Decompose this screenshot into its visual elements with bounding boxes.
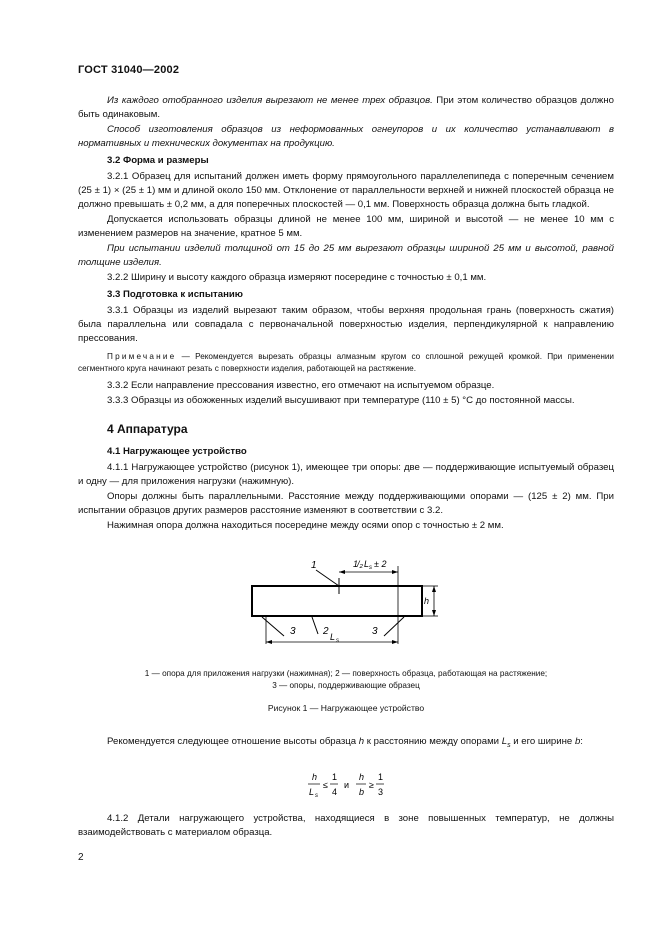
paragraph-3-3-3: 3.3.3 Образцы из обожженных изделий высушивают при температуре (110 ± 5) °С до постоянной массы.	[107, 395, 575, 406]
paragraph-3-2-2: 3.2.2 Ширину и высоту каждого образца измеряют посередине с точностью ± 0,1 мм.	[107, 272, 487, 283]
dim-top-L: L	[364, 559, 370, 569]
formula-h2: h	[359, 772, 365, 782]
page-number: 2	[78, 852, 84, 863]
rec-part-a: Рекомендуется следующее отношение высоты образца	[107, 736, 359, 747]
formula-ge: ≥	[369, 780, 374, 790]
fig-label-2: 2	[323, 626, 329, 637]
dim-bottom-s: s	[336, 638, 339, 644]
formula-h1: h	[312, 772, 318, 782]
formula-le: ≤	[323, 780, 328, 790]
fig-label-3-left: 3	[290, 626, 296, 637]
rec-var-s: s	[507, 741, 511, 749]
formula-s: s	[315, 793, 318, 799]
paragraph-3-2-1: 3.2.1 Образец для испытаний должен иметь форму прямоугольного параллелепипеда с поперечным сечением (25 ± 1) × (25 ± 1) мм и длиной около 150 мм. Отклонение от параллельности верхней и нижней плоскостей образца не должно превышать ± 0,2 мм, а для поперечных плоскостей — 0,1 мм. Поверхность образца должна быть гладкой.	[78, 171, 614, 210]
paragraph-4-1-1: 4.1.1 Нагружающее устройство (рисунок 1), имеющее три опоры: две — поддерживающие испытуемый образец и одну — для приложения нагрузки (нажимную).	[78, 462, 614, 487]
paragraph-3-2-1b: Допускается использовать образцы длиной не менее 100 мм, шириной и высотой — не менее 10 мм с изменением размеров на значение, кратное 5 мм.	[78, 214, 614, 239]
rec-var-h: h	[358, 736, 365, 747]
formula-r1d: 4	[332, 787, 338, 797]
intro-normal: При этом количество образцов должно быть одинаковым.	[78, 95, 614, 120]
legend-line-2: 3 — опоры, поддерживающие образец	[272, 681, 420, 690]
intro-italic: Из каждого отобранного изделия вырезают не менее трех образцов.	[107, 95, 433, 106]
rec-var-b: b	[574, 736, 581, 747]
note-label: Примечание	[107, 352, 177, 361]
rec-part-c: и его ширине	[510, 736, 575, 747]
figure-caption: Рисунок 1 — Нагружающее устройство	[267, 703, 425, 713]
formula-L: L	[309, 787, 315, 797]
tail-text	[78, 812, 614, 841]
formula-r2d: 3	[378, 787, 384, 797]
paragraph-4-1-2: 4.1.2 Детали нагружающего устройства, находящиеся в зоне повышенных температур, не должны взаимодействовать с материалом образца.	[78, 813, 614, 838]
paragraph-4-1-1b: Опоры должны быть параллельными. Расстояние между поддерживающими опорами — (125 ± 2) мм. При испытании образцов других размеров расстояние изменяют в соответствии с 3.2.	[78, 491, 614, 516]
rec-part-d: :	[580, 736, 583, 747]
dim-bottom-L: L	[330, 632, 336, 642]
paragraph-intro-2: Способ изготовления образцов из неформованных огнеупоров и их количество устанавливают в нормативных и технических документах на продукцию.	[78, 124, 614, 149]
formula-b: b	[359, 787, 365, 797]
dim-top-one: 1	[353, 559, 359, 569]
dim-top-half: /₂	[357, 559, 363, 569]
subsection-heading-3-3: 3.3 Подготовка к испытанию	[107, 289, 243, 300]
formula-r1n: 1	[332, 772, 338, 782]
document-header: ГОСТ 31040—2002	[78, 64, 180, 76]
note-text: — Рекомендуется вырезать образцы алмазным кругом со сплошной режущей кромкой. При применении сегментного круга начинают резать с поверхности изделия, работающей на растяжение.	[78, 352, 614, 373]
dim-top-s: s	[369, 565, 372, 571]
rec-part-b: к расстоянию между опорами	[364, 736, 502, 747]
subsection-heading-3-2: 3.2 Форма и размеры	[107, 155, 209, 166]
paragraph-3-3-2: 3.3.2 Если направление прессования известно, его отмечают на испытуемом образце.	[107, 380, 495, 391]
formula-and: и	[344, 780, 350, 790]
rec-var-L: L	[501, 736, 508, 747]
section-heading-4: 4 Аппаратура	[107, 422, 188, 436]
legend-line-1: 1 — опора для приложения нагрузки (нажимная); 2 — поверхность образца, работающая на растяжение;	[144, 669, 548, 678]
fig-label-1: 1	[311, 560, 317, 571]
formula-r2n: 1	[378, 772, 384, 782]
fig-label-3-right: 3	[372, 626, 378, 637]
dim-h-label: h	[424, 596, 430, 606]
dim-top-pm: ± 2	[374, 559, 387, 569]
paragraph-3-2-1c: При испытании изделий толщиной от 15 до 25 мм вырезают образцы шириной 25 мм и высотой, равной толщине изделия.	[78, 243, 614, 268]
subsection-heading-4-1: 4.1 Нагружающее устройство	[107, 446, 247, 457]
paragraph-3-3-1: 3.3.1 Образцы из изделий вырезают таким образом, чтобы верхняя продольная грань (поверхность сжатия) была параллельна или совпадала с первоначальной поверхностью изделия, перпендикулярной к направлению прессования.	[78, 305, 614, 344]
paragraph-4-1-1c: Нажимная опора должна находиться посередине между осями опор с точностью ± 2 мм.	[107, 520, 504, 531]
